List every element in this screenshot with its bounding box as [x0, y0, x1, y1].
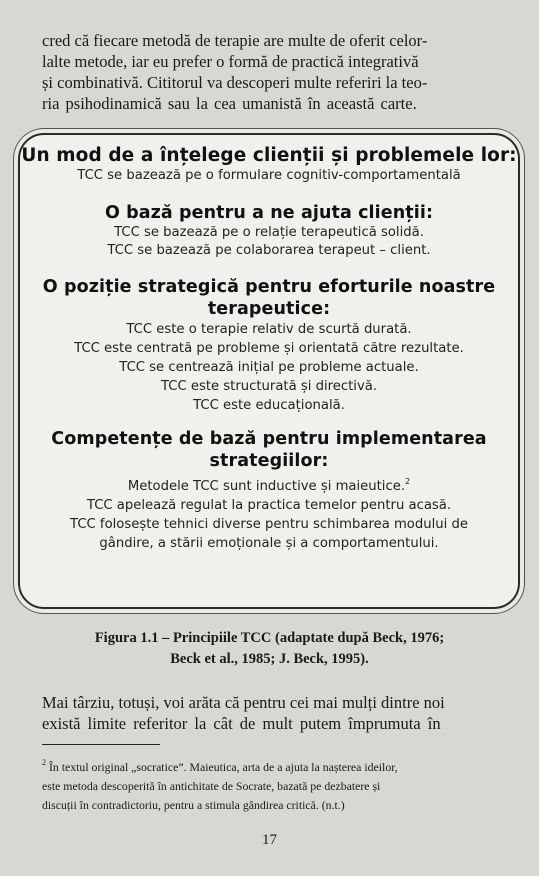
- principle-line: TCC este centrată pe probleme și orientată către rezultate.: [74, 341, 464, 356]
- principle-line: TCC este educațională.: [193, 398, 345, 413]
- text-line: există limite referitor la cât de mult putem împrumuta în: [42, 714, 441, 733]
- section-heading: terapeutice:: [207, 299, 331, 319]
- principle-line: TCC se bazează pe colaborarea terapeut – client.: [107, 243, 431, 258]
- body-paragraph: [42, 692, 504, 734]
- principle-section: [20, 428, 518, 553]
- footnote: [42, 753, 504, 815]
- principle-line: TCC este structurată și directivă.: [160, 379, 378, 394]
- text-line: și combinativă. Cititorul va descoperi multe referiri la teo-: [42, 73, 428, 92]
- section-heading: strategiilor:: [209, 451, 329, 471]
- figure-box: [18, 133, 520, 609]
- principle-line: TCC se centrează inițial pe probleme actuale.: [119, 360, 419, 375]
- section-heading: O poziție strategică pentru eforturile noastre: [42, 277, 496, 297]
- footnote-line: este metoda descoperită în antichitate de Socrate, bazată pe dezbatere și: [42, 779, 381, 793]
- principle-line: TCC se bazează pe o formulare cognitiv-comportamentală: [77, 168, 461, 183]
- text-line: Mai târziu, totuși, voi arăta că pentru cei mai mulți dintre noi: [42, 693, 445, 712]
- intro-paragraph: [42, 30, 504, 114]
- footnote-text: În textul original „socratice”. Maieutica, arta de a ajuta la nașterea ideilor,: [48, 760, 398, 774]
- figure-caption: [0, 628, 539, 670]
- principle-text: Metodele TCC sunt inductive și maieutice.: [127, 479, 406, 494]
- caption-line: Beck et al., 1985; J. Beck, 1995).: [170, 651, 369, 667]
- principle-section: [20, 276, 518, 415]
- principle-line: TCC se bazează pe o relație terapeutică solidă.: [114, 225, 424, 240]
- principle-section: [20, 145, 518, 185]
- text-line: lalte metode, iar eu prefer o formă de practică integrativă: [42, 52, 419, 71]
- text-line: ria psihodinamică sau la cea umanistă în această carte.: [42, 94, 417, 113]
- section-heading: Competențe de bază pentru implementarea: [51, 429, 487, 449]
- caption-line: Figura 1.1 – Principiile TCC (adaptate după Beck, 1976;: [94, 630, 445, 646]
- footnote-ref: 2: [405, 477, 411, 486]
- footnote-number: 2: [42, 758, 46, 767]
- principle-line-with-note: [20, 472, 518, 496]
- page-number: 17: [262, 832, 277, 848]
- text-line: cred că fiecare metodă de terapie are multe de oferit celor-: [42, 31, 428, 50]
- principle-line: gândire, a stării emoționale și a comportamentului.: [99, 536, 439, 551]
- footnote-line: discuții în contradictoriu, pentru a stimula gândirea critică. (n.t.): [42, 798, 345, 812]
- principle-line: TCC este o terapie relativ de scurtă durată.: [126, 322, 412, 337]
- principle-section: [20, 202, 518, 260]
- principle-line: TCC apelează regulat la practica temelor pentru acasă.: [86, 498, 452, 513]
- section-heading: Un mod de a înțelege clienții și problemele lor:: [21, 145, 517, 166]
- principle-line: TCC folosește tehnici diverse pentru schimbarea modului de: [70, 517, 468, 532]
- footnote-line: [42, 753, 504, 777]
- footnote-divider: [42, 744, 160, 745]
- section-heading: O bază pentru a ne ajuta clienții:: [104, 203, 434, 223]
